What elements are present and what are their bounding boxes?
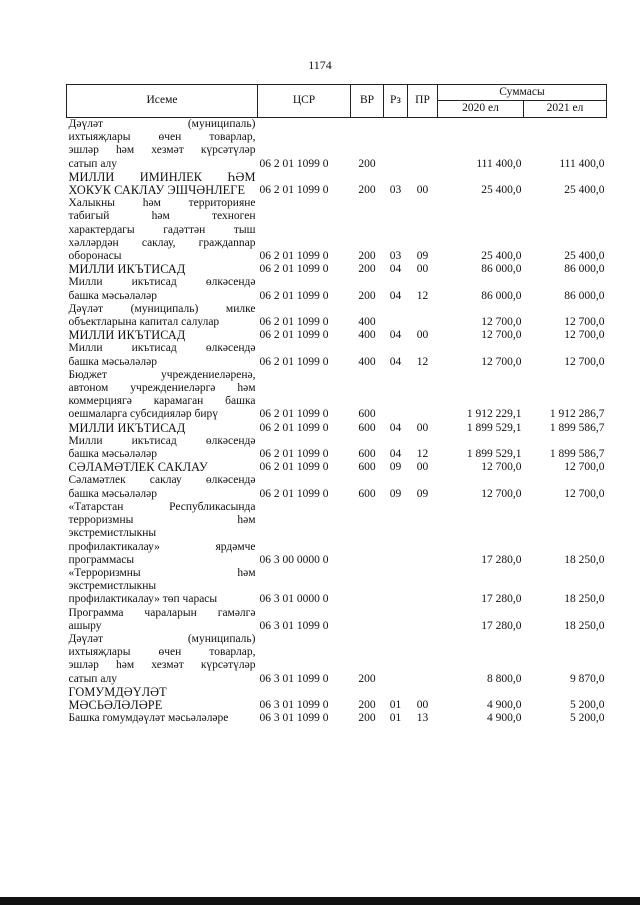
row-csr-code: 06 2 01 1099 0 — [259, 421, 329, 434]
row-pr-code — [408, 118, 438, 171]
row-csr-code: 06 2 01 1099 0 — [259, 184, 329, 197]
row-name-line: башка мәсьәләләр — [68, 448, 157, 461]
row-amount-2020: 12 700,0 — [481, 316, 522, 329]
row-vr-code: 200 — [358, 263, 376, 276]
row-amount-2020: 4 900,0 — [487, 712, 522, 725]
row-name-line: Башка гомумдәүләт мәсьәләләре — [68, 712, 229, 725]
row-name-line: ГОМУМДӘҮЛӘТ — [68, 684, 167, 699]
table-row — [67, 567, 607, 607]
row-csr-code: 06 2 01 1099 0 — [259, 355, 329, 368]
row-pr-code: 00 — [416, 184, 429, 197]
row-pr-code — [408, 303, 438, 329]
row-vr-code — [351, 607, 384, 633]
table-header — [67, 85, 607, 118]
row-amount-2020: 12 700,0 — [481, 461, 522, 474]
table-row — [67, 342, 607, 368]
row-pr-code: 09 — [416, 250, 429, 263]
row-name-line: «Татарстан Республикасында — [68, 500, 256, 513]
row-vr-code: 600 — [358, 408, 376, 421]
row-name-line: Дәүләт (муниципаль) — [68, 632, 256, 645]
row-name-line: Программа чараларын гамәлгә — [68, 606, 256, 619]
row-vr-code: 600 — [358, 461, 376, 474]
row-pr-code: 00 — [416, 421, 429, 434]
row-pr-code — [408, 607, 438, 633]
row-amount-2020: 25 400,0 — [481, 184, 522, 197]
row-amount-2021: 1 912 286,7 — [549, 408, 605, 421]
row-vr-code: 200 — [358, 157, 376, 170]
row-amount-2021: 12 700,0 — [564, 329, 605, 342]
row-amount-2021: 25 400,0 — [564, 250, 605, 263]
row-rz-code: 04 — [389, 421, 402, 434]
row-name-line: ихтыяҗлары өчен товарлар, — [68, 646, 256, 659]
row-rz-code: 03 — [389, 184, 402, 197]
row-name-line: Дәүләт (муниципаль) — [68, 118, 256, 130]
row-name — [67, 342, 258, 368]
row-name-line: Дәүләт (муниципаль) милке — [68, 302, 256, 315]
row-vr-code: 400 — [358, 316, 376, 329]
row-amount-2020: 17 280,0 — [481, 553, 522, 566]
row-csr-code: 06 2 01 1099 0 — [259, 448, 329, 461]
row-name — [67, 435, 258, 461]
header-sums: Суммасы — [438, 85, 607, 101]
row-amount-2021: 12 700,0 — [564, 355, 605, 368]
row-amount-2021: 1 899 586,7 — [549, 448, 605, 461]
row-amount-2020: 12 700,0 — [481, 355, 522, 368]
row-csr-code: 06 3 01 1099 0 — [259, 712, 329, 725]
row-amount-2021: 5 200,0 — [570, 698, 605, 711]
table-row — [67, 607, 607, 633]
row-vr-code: 400 — [358, 329, 376, 342]
row-name-line: ХОКУК САКЛАУ ЭШЧӘНЛЕГЕ — [68, 183, 246, 198]
table-row — [67, 461, 607, 474]
row-amount-2021: 1 899 586,7 — [549, 421, 605, 434]
row-name-line: башка мәсьәләләр — [68, 487, 157, 500]
row-amount-2020: 86 000,0 — [481, 263, 522, 276]
row-name — [67, 567, 258, 607]
row-csr-code: 06 3 01 1099 0 — [259, 619, 329, 632]
row-name-line: башка мәсьәләләр — [68, 355, 157, 368]
row-csr-code: 06 2 01 1099 0 — [259, 157, 329, 170]
row-rz-code: 09 — [389, 461, 402, 474]
row-vr-code: 600 — [358, 421, 376, 434]
row-name-line: табигый һәм техноген — [68, 210, 256, 223]
row-name-line: эшләр һәм хезмәт күрсәтүләр — [68, 659, 256, 672]
row-pr-code: 12 — [416, 289, 429, 302]
row-name — [67, 633, 258, 686]
row-amount-2020: 1 899 529,1 — [466, 448, 522, 461]
table-row — [67, 422, 607, 435]
row-name-line: экстремистлыкны — [68, 527, 157, 540]
row-name-line: эшләр һәм хезмәт күрсәтүләр — [68, 144, 256, 157]
table-row — [67, 501, 607, 567]
row-name-line: Милли икътисад өлкәсендә — [68, 342, 256, 355]
row-name — [67, 501, 258, 567]
row-pr-code — [408, 501, 438, 567]
row-amount-2020: 4 900,0 — [487, 698, 522, 711]
table-row — [67, 474, 607, 500]
row-amount-2020: 1 912 229,1 — [466, 408, 522, 421]
row-rz-code — [384, 607, 408, 633]
row-name-line: профилактикалау» ярдәмче — [68, 540, 256, 553]
row-name — [67, 712, 258, 725]
row-pr-code — [408, 369, 438, 422]
row-name-line: хәлләрдән саклау, граждannар — [68, 236, 256, 249]
row-amount-2021: 9 870,0 — [570, 672, 605, 685]
row-name-line: СӘЛАМӘТЛЕК САКЛАУ — [68, 460, 208, 475]
page-number: 1174 — [308, 58, 332, 72]
row-amount-2021: 12 700,0 — [564, 461, 605, 474]
table-row — [67, 171, 607, 197]
row-name — [67, 303, 258, 329]
row-amount-2020: 17 280,0 — [481, 619, 522, 632]
row-rz-code: 01 — [389, 698, 402, 711]
row-pr-code: 09 — [416, 487, 429, 500]
row-name — [67, 474, 258, 500]
row-csr-code: 06 2 01 1099 0 — [259, 263, 329, 276]
row-rz-code — [384, 633, 408, 686]
row-name-line: ашыру — [68, 619, 102, 632]
row-pr-code: 00 — [416, 461, 429, 474]
row-rz-code: 04 — [389, 289, 402, 302]
row-name-line: Сәламәтлек саклау өлкәсендә — [68, 474, 256, 487]
row-csr-code: 06 2 01 1099 0 — [259, 289, 329, 302]
row-amount-2020: 25 400,0 — [481, 250, 522, 263]
row-vr-code: 200 — [358, 712, 376, 725]
row-name — [67, 686, 258, 712]
header-csr: ЦСР — [258, 85, 351, 118]
header-pr: ПР — [408, 85, 438, 118]
table-row — [67, 633, 607, 686]
row-rz-code — [384, 567, 408, 607]
row-csr-code: 06 3 01 1099 0 — [259, 698, 329, 711]
budget-table — [66, 84, 607, 725]
row-name-line: МИЛЛИ ИКЪТИСАД — [68, 328, 186, 343]
row-name-line: Халыкны һәм территорияне — [68, 197, 256, 210]
row-pr-code: 00 — [416, 329, 429, 342]
row-name-line: Милли икътисад өлкәсендә — [68, 434, 256, 447]
row-name-line: оешмаларга субсидияләр бирү — [68, 408, 218, 421]
row-name — [67, 276, 258, 302]
header-rz: Рз — [384, 85, 408, 118]
row-amount-2021: 18 250,0 — [564, 593, 605, 606]
row-amount-2021: 12 700,0 — [564, 487, 605, 500]
row-rz-code: 01 — [389, 712, 402, 725]
row-csr-code: 06 2 01 1099 0 — [259, 487, 329, 500]
row-amount-2021: 86 000,0 — [564, 289, 605, 302]
header-year-2021: 2021 ел — [524, 101, 607, 118]
row-name-line: характердагы гадәттән тыш — [68, 223, 256, 236]
table-row — [67, 686, 607, 712]
row-name — [67, 263, 258, 276]
row-amount-2021: 5 200,0 — [570, 712, 605, 725]
row-csr-code: 06 3 00 0000 0 — [259, 553, 329, 566]
row-vr-code: 200 — [358, 250, 376, 263]
row-name-line: оборонасы — [68, 250, 122, 263]
row-vr-code: 200 — [358, 184, 376, 197]
scan-edge-bar — [0, 897, 640, 905]
row-amount-2020: 12 700,0 — [481, 329, 522, 342]
row-rz-code: 04 — [389, 329, 402, 342]
table-row — [67, 329, 607, 342]
row-name-line: объектларына капитал салулар — [68, 316, 220, 329]
row-csr-code: 06 2 01 1099 0 — [259, 316, 329, 329]
row-pr-code: 00 — [416, 698, 429, 711]
row-pr-code: 13 — [416, 712, 429, 725]
table-row — [67, 712, 607, 725]
header-year-2020: 2020 ел — [438, 101, 524, 118]
row-name — [67, 329, 258, 342]
row-csr-code: 06 2 01 1099 0 — [259, 329, 329, 342]
row-pr-code: 00 — [416, 263, 429, 276]
row-rz-code: 03 — [389, 250, 402, 263]
row-rz-code: 04 — [389, 448, 402, 461]
row-name-line: коммерциягә карамаган башка — [68, 395, 256, 408]
row-name-line: «Терроризмны һәм — [68, 566, 256, 579]
row-csr-code: 06 3 01 1099 0 — [259, 672, 329, 685]
row-amount-2020: 86 000,0 — [481, 289, 522, 302]
row-name-line: сатып алу — [68, 672, 118, 685]
row-amount-2020: 12 700,0 — [481, 487, 522, 500]
row-amount-2021: 25 400,0 — [564, 184, 605, 197]
table-row — [67, 263, 607, 276]
row-name-line: экстремистлыкны — [68, 580, 157, 593]
row-amount-2020: 17 280,0 — [481, 593, 522, 606]
row-name-line: МИЛЛИ ИКЪТИСАД — [68, 420, 186, 435]
row-pr-code — [408, 633, 438, 686]
row-amount-2021: 111 400,0 — [559, 157, 605, 170]
row-rz-code — [384, 303, 408, 329]
row-name-line: программасы — [68, 553, 135, 566]
row-name — [67, 118, 258, 171]
row-amount-2020: 1 899 529,1 — [466, 421, 522, 434]
row-amount-2021: 12 700,0 — [564, 316, 605, 329]
row-name-line: МӘСЬӘЛӘЛӘРЕ — [68, 697, 163, 712]
row-vr-code: 600 — [358, 487, 376, 500]
row-name-line: МИЛЛИ ИМИНЛЕК ҺӘМ — [68, 169, 256, 184]
row-csr-code: 06 2 01 1099 0 — [259, 461, 329, 474]
row-pr-code — [408, 567, 438, 607]
row-name-line: башка мәсьәләләр — [68, 289, 157, 302]
row-name-line: автоном учреждениеләргә һәм — [68, 382, 256, 395]
table-body — [67, 118, 607, 726]
table-row — [67, 435, 607, 461]
row-amount-2020: 111 400,0 — [476, 157, 522, 170]
table-row — [67, 303, 607, 329]
row-vr-code: 600 — [358, 448, 376, 461]
row-csr-code: 06 2 01 1099 0 — [259, 250, 329, 263]
row-pr-code: 12 — [416, 448, 429, 461]
row-name-line: Бюджет учреждениеләренә, — [68, 368, 256, 381]
row-rz-code: 04 — [389, 263, 402, 276]
row-name — [67, 197, 258, 263]
row-csr-code: 06 3 01 0000 0 — [259, 593, 329, 606]
row-name — [67, 369, 258, 422]
row-name-line: Милли икътисад өлкәсендә — [68, 276, 256, 289]
row-name-line: ихтыяҗлары өчен товарлар, — [68, 131, 256, 144]
row-vr-code: 200 — [358, 289, 376, 302]
row-rz-code — [384, 501, 408, 567]
row-name — [67, 171, 258, 197]
row-vr-code: 200 — [358, 698, 376, 711]
table-row — [67, 197, 607, 263]
header-vr: ВР — [351, 85, 384, 118]
header-name: Исеме — [67, 85, 258, 118]
row-amount-2021: 18 250,0 — [564, 619, 605, 632]
row-name — [67, 607, 258, 633]
table-row — [67, 118, 607, 171]
row-amount-2020: 8 800,0 — [487, 672, 522, 685]
row-rz-code — [384, 118, 408, 171]
row-csr-code: 06 2 01 1099 0 — [259, 408, 329, 421]
row-rz-code: 04 — [389, 355, 402, 368]
row-name-line: профилактикалау» төп чарасы — [68, 593, 218, 606]
row-pr-code: 12 — [416, 355, 429, 368]
row-vr-code: 200 — [358, 672, 376, 685]
table-row — [67, 369, 607, 422]
row-rz-code: 09 — [389, 487, 402, 500]
row-vr-code — [351, 501, 384, 567]
row-vr-code: 400 — [358, 355, 376, 368]
row-vr-code — [351, 567, 384, 607]
row-rz-code — [384, 369, 408, 422]
row-name-line: сатып алу — [68, 157, 118, 170]
row-name-line: терроризмны һәм — [68, 514, 256, 527]
row-amount-2021: 86 000,0 — [564, 263, 605, 276]
row-amount-2021: 18 250,0 — [564, 553, 605, 566]
table-row — [67, 276, 607, 302]
row-name — [67, 461, 258, 474]
row-name-line: МИЛЛИ ИКЪТИСАД — [68, 262, 186, 277]
row-name — [67, 422, 258, 435]
